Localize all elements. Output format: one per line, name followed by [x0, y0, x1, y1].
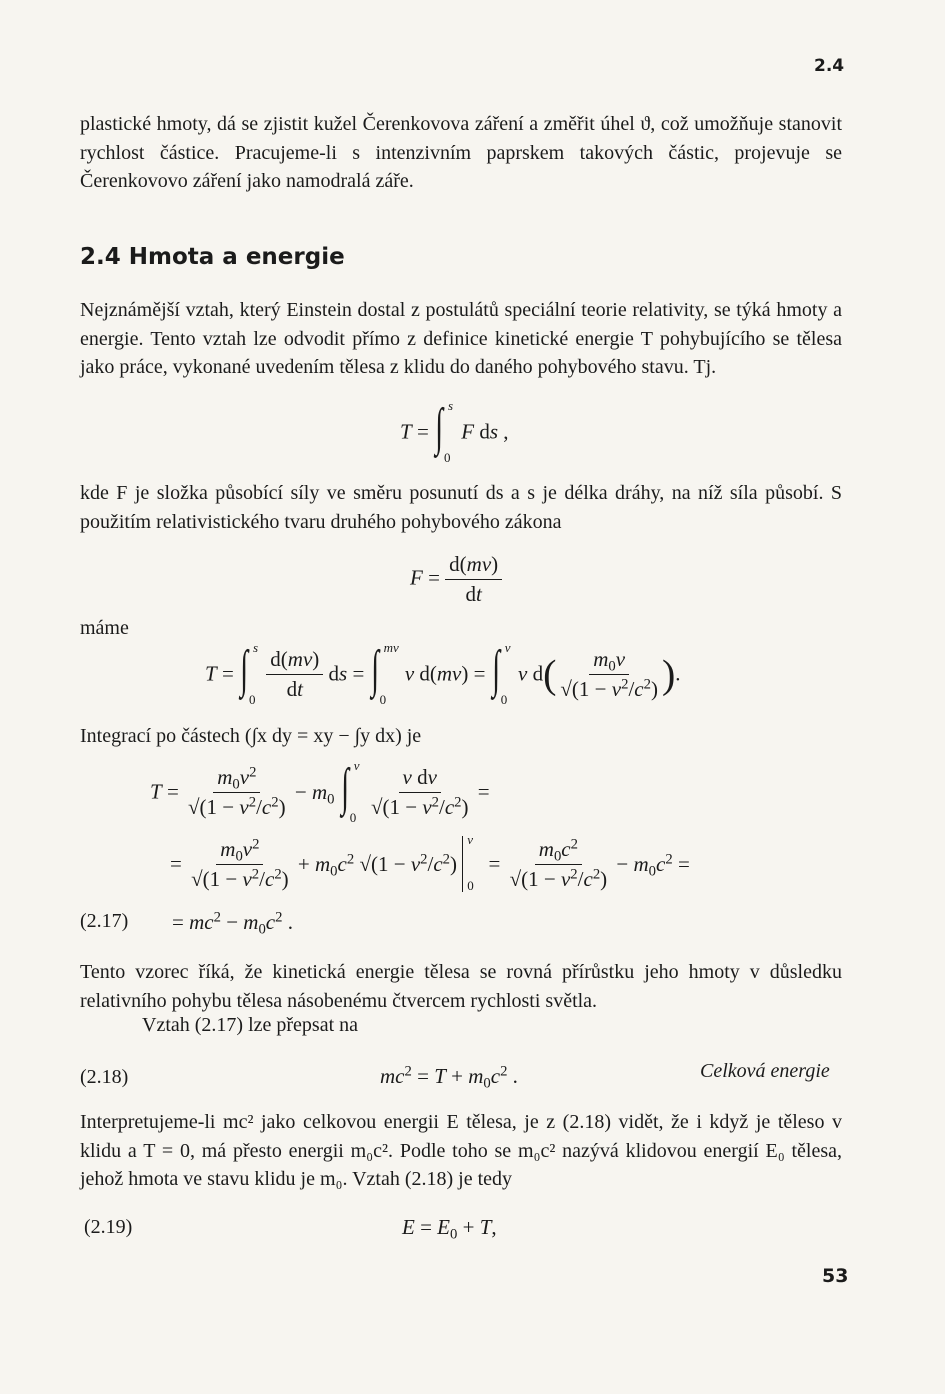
text-mame: máme [80, 617, 129, 639]
equation-label-219: (2.19) [84, 1216, 133, 1238]
equation-parts-line2: = $\frac{m_0v^2}{√(1 - v^2/c^2)}$ + $m_0c^2$ $√(1 - v^2/c^2)$ v 0 = $\frac{m_0c^2}{√(1 - v^2/c^2)}$ − $m_0c^2$ = [170, 832, 690, 893]
paragraph-rewrite: Vztah (2.17) lze přepsat na [142, 1014, 359, 1036]
section-number: 2.4 [814, 56, 845, 76]
equation-label-218: (2.18) [80, 1066, 129, 1088]
paragraph-interpretation: Tento vzorec říká, že kinetická energie tělesa se rovná přírůstku jeho hmoty v důsledku relativního pohybu tělesa násobenému čtvercem rychlosti světla. [80, 961, 842, 1012]
paragraph-intro: plastické hmoty, dá se zjistit kužel Čerenkovova záření a změřit úhel ϑ, což umožňuje stanovit rychlost částice. Pracujeme-li s intenzivním paprskem takových částic, projevuje se Čerenkovovo záření jako namodralá záře. [80, 113, 842, 192]
equation-newton: F = $\frac{d(mv)}{dt}$ [410, 552, 502, 607]
equation-kinetic-integral: T = ∫ s 0 $\frac{d(mv)}{dt}$ ds = ∫ mv 0 v d(mv) = ∫ v 0 v d( $\frac{m_0v}{√(1 - v^2/c^2)}$ ). [205, 640, 681, 707]
equation-note-total-energy: Celková energie [700, 1060, 830, 1082]
equation-218: $mc^2 = T + m_0c^2$ . [380, 1063, 518, 1092]
page-number: 53 [822, 1265, 849, 1287]
section-heading: 2.4 Hmota a energie [80, 244, 345, 270]
paragraph-rest-energy: Interpretujeme-li mc² jako celkovou energii E tělesa, je z (2.18) vidět, že i když je těleso v klidu a T = 0, má přesto energii m₀c². Podle toho se m₀c² nazývá klidovou energií E₀ tělesa, jehož hmota ve stavu klidu je m₀. Vztah (2.18) je tedy [80, 1111, 842, 1190]
equation-219: $E = E_0 + T$, [402, 1215, 497, 1243]
equation-label-217: (2.17) [80, 910, 129, 932]
paragraph-force: kde F je složka působící síly ve směru posunutí ds a s je délka dráhy, na níž síla působí. S použitím relativistického tvaru druhého pohybového zákona [80, 482, 842, 533]
equation-217: = $mc^2 - m_0c^2$ . [172, 909, 293, 938]
paragraph-integration: Integrací po částech (∫x dy = xy − ∫y dx) je [80, 725, 422, 747]
equation-parts-line1: T = $\frac{m_0v^2}{√(1 - v^2/c^2)}$ − $m_0$ ∫ v 0 $\frac{\text{v dv}}{√(1 - v^2/c^2)}$ = [150, 758, 490, 825]
paragraph-einstein: Nejznámější vztah, který Einstein dostal z postulátů speciální teorie relativity, se týká hmoty a energie. Tento vztah lze odvodit přímo z definice kinetické energie T pohybujícího se tělesa jako práce, vykonané uvedením tělesa z klidu do daného pohybového stavu. Tj. [80, 299, 842, 378]
equation-work: T = ∫ s 0 F ds , [400, 398, 509, 465]
